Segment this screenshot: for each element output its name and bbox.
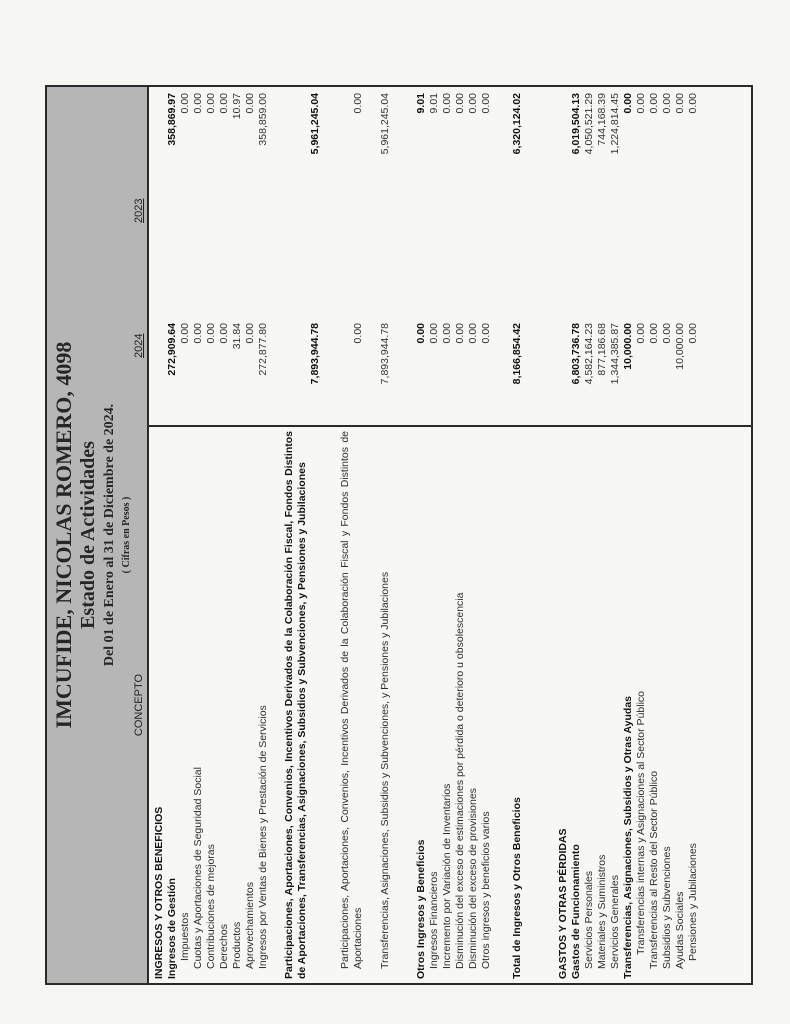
value-2024: 0.00	[352, 323, 364, 344]
value-2024: 0.00	[454, 323, 466, 344]
value-2023: 6,320,124.02	[511, 93, 523, 155]
units-note: ( Cifras en Pesos )	[121, 496, 132, 574]
row-label: Ayudas Sociales	[674, 891, 686, 969]
value-2023: 0.00	[218, 93, 230, 114]
row-label: Servicios Generales	[609, 875, 621, 969]
column-header-2023: 2023	[133, 198, 145, 223]
row-label: Otros Ingresos y Beneficios	[415, 839, 427, 979]
row-label: Aprovechamientos	[244, 882, 256, 969]
row-label: Subsidios y Subvenciones	[661, 846, 673, 969]
row-label: Transferencias, Asignaciones, Subsidios y Otras Ayudas	[622, 695, 634, 979]
value-2024: 0.00	[415, 323, 427, 344]
row-label: Servicios Personales	[583, 870, 595, 969]
value-2023: 0.00	[622, 93, 634, 114]
row-label: Transferencias, Asignaciones, Subsidios y Subvenciones, y Pensiones y Jubilaciones	[379, 571, 391, 969]
row-label: Impuestos	[179, 912, 191, 961]
value-2024: 0.00	[480, 323, 492, 344]
value-2023: 0.00	[441, 93, 453, 114]
value-2024: 0.00	[179, 323, 191, 344]
value-2024: 0.00	[205, 323, 217, 344]
value-2024: 1,344,385.87	[609, 323, 621, 385]
row-label: Ingresos Financieros	[428, 871, 440, 969]
row-label: Participaciones, Aportaciones, Convenios, Incentivos Derivados de la Colaboración Fiscal, Fondos Distintos de Aportaciones, Transferencias, Asignaciones, Subsidios y Subvenciones, y Pensiones y Jubilaciones	[283, 431, 308, 979]
value-2024: 272,909.64	[166, 323, 178, 376]
column-header-2024: 2024	[133, 333, 145, 358]
row-label: Incremento por Variación de Inventarios	[441, 783, 453, 969]
row-label: Otros ingresos y beneficios varios	[480, 811, 492, 969]
value-2024: 10,000.00	[674, 323, 686, 370]
statement-header	[47, 87, 149, 983]
value-2024: 0.00	[467, 323, 479, 344]
row-label: Participaciones, Aportaciones, Convenios, Incentivos Derivados de la Colaboración Fiscal y Fondos Distintos de Aportaciones	[339, 431, 364, 969]
value-2023: 0.00	[192, 93, 204, 114]
row-label: Materiales y Suministros	[596, 854, 608, 969]
value-2024: 6,803,736.78	[570, 323, 582, 385]
value-2024: 0.00	[635, 323, 647, 344]
value-2023: 0.00	[454, 93, 466, 114]
column-header-concept: CONCEPTO	[133, 673, 145, 737]
row-label: Transferencias al Resto del Sector Público	[648, 770, 660, 969]
value-2024: 31.84	[231, 323, 243, 350]
report-title: Estado de Actividades	[77, 441, 99, 629]
value-2023: 4,050,521.29	[583, 93, 595, 155]
value-2023: 5,961,245.04	[379, 93, 391, 155]
value-2023: 0.00	[674, 93, 686, 114]
column-headers	[133, 87, 149, 983]
value-2024: 272,877.80	[257, 323, 269, 376]
value-2024: 877,186.68	[596, 323, 608, 376]
value-2024: 8,166,854.42	[511, 323, 523, 385]
value-2023: 0.00	[179, 93, 191, 114]
value-2023: 5,961,245.04	[309, 93, 321, 155]
value-2024: 7,893,944.78	[309, 323, 321, 385]
row-label: Pensiones y Jubilaciones	[687, 843, 699, 961]
value-2024: 0.00	[218, 323, 230, 344]
value-2023: 1,224,814.45	[609, 93, 621, 155]
row-label: Ingresos de Gestión	[166, 878, 178, 979]
value-2023: 744,168.39	[596, 93, 608, 146]
value-2024: 10,000.00	[622, 323, 634, 370]
row-label: Ingresos por Ventas de Bienes y Prestación de Servicios	[257, 705, 269, 969]
value-2023: 0.00	[352, 93, 364, 114]
statement-sheet	[45, 85, 753, 985]
row-label: Gastos de Funcionamiento	[570, 844, 582, 979]
value-2023: 358,859.00	[257, 93, 269, 146]
value-2023: 9.01	[415, 93, 427, 114]
value-2023: 9.01	[428, 93, 440, 114]
row-label: GASTOS Y OTRAS PÉRDIDAS	[557, 828, 569, 979]
entity-name: IMCUFIDE, NICOLAS ROMERO, 4098	[51, 341, 76, 729]
row-label: INGRESOS Y OTROS BENEFICIOS	[153, 806, 165, 979]
value-2024: 0.00	[441, 323, 453, 344]
value-2023: 0.00	[467, 93, 479, 114]
value-2023: 0.00	[648, 93, 660, 114]
row-label: Total de Ingresos y Otros Beneficios	[511, 797, 523, 979]
value-2023: 10.97	[231, 93, 243, 120]
value-2024: 0.00	[661, 323, 673, 344]
column-divider	[149, 425, 751, 427]
row-label: Derechos	[218, 924, 230, 969]
row-label: Cuotas y Aportaciones de Seguridad Social	[192, 767, 204, 969]
value-2024: 7,893,944.78	[379, 323, 391, 385]
value-2023: 0.00	[687, 93, 699, 114]
value-2023: 6,019,504.13	[570, 93, 582, 155]
value-2023: 0.00	[244, 93, 256, 114]
value-2023: 358,869.97	[166, 93, 178, 146]
row-label: Productos	[231, 921, 243, 969]
value-2023: 0.00	[661, 93, 673, 114]
value-2024: 0.00	[192, 323, 204, 344]
value-2024: 0.00	[428, 323, 440, 344]
value-2024: 0.00	[687, 323, 699, 344]
row-label: Disminución del exceso de estimaciones por pérdida o deterioro u obsolescencia	[454, 592, 466, 969]
value-2023: 0.00	[635, 93, 647, 114]
row-label: Transferencias internas y Asignaciones al Sector Público	[635, 691, 647, 955]
value-2024: 0.00	[648, 323, 660, 344]
value-2023: 0.00	[205, 93, 217, 114]
value-2024: 0.00	[244, 323, 256, 344]
row-label: Contribuciones de mejoras	[205, 844, 217, 969]
value-2024: 4,582,164.23	[583, 323, 595, 385]
report-period: Del 01 de Enero al 31 de Diciembre de 2024.	[102, 403, 117, 667]
row-label: Disminución del exceso de provisiones	[467, 788, 479, 969]
value-2023: 0.00	[480, 93, 492, 114]
